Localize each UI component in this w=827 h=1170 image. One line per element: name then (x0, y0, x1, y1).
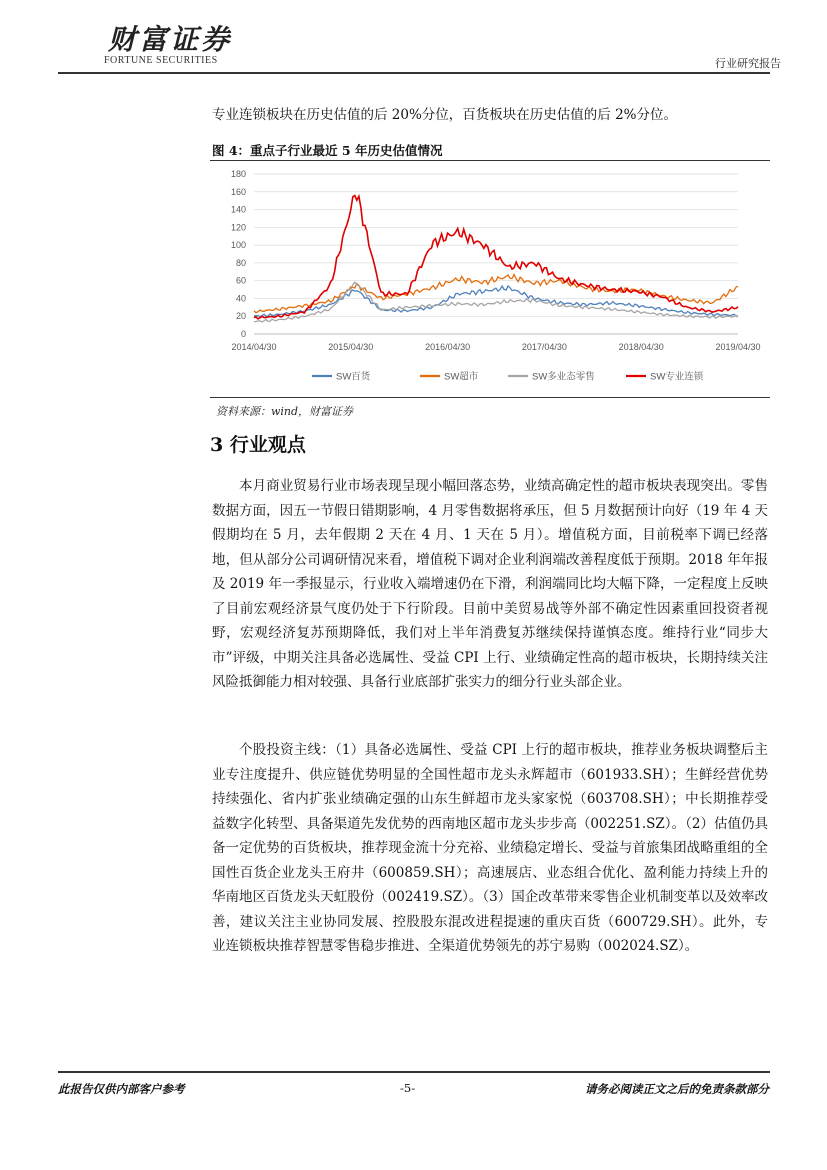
y-tick-label: 80 (235, 257, 246, 268)
intro-paragraph: 专业连锁板块在历史估值的后 20%分位，百货板块在历史估值的后 2%分位。 (212, 107, 678, 123)
y-tick-label: 180 (230, 169, 246, 179)
figure-source: 资料来源：wind，财富证券 (216, 405, 354, 418)
y-axis-ticks (231, 169, 246, 339)
legend-label: SW超市 (444, 371, 479, 383)
valuation-line-chart (212, 160, 768, 396)
legend-label: SW专业连锁 (650, 371, 704, 383)
figure-bottom-rule (210, 397, 770, 398)
paragraph-stock-picks: 个股投资主线：（1）具备必选属性、受益 CPI 上行的超市板块，推荐业务板块调整后主业专注度提升、供应链优势明显的全国性超市龙头永辉超市（601933.SH）；生鲜经营优势持续强化、省内扩张业绩确定强的山东生鲜超市龙头家家悦（603708.SH）；中长期推荐受益数字化转型、具备渠道先发优势的西南地区超市龙头步步高（002251.SZ）。（2）估值仍具备一定优势的百货板块，推荐现金流十分充裕、业绩稳定增长、受益与首旅集团战略重组的全国性百货企业龙头王府井（600859.SH）；高速展店、业态组合优化、盈利能力持续上升的华南地区百货龙头天虹股份（002419.SZ）。（3）国企改革带来零售企业机制变革以及效率改善，建议关注主业协同发展、控股股东混改进程提速的重庆百货（600729.SH）。此外，专业连锁板块推荐智慧零售稳步推进、全渠道优势领先的苏宁易购（002024.SZ）。 (212, 742, 768, 954)
company-logo-en: FORTUNE SECURITIES (104, 55, 218, 66)
y-tick-label: 160 (230, 186, 246, 197)
y-tick-label: 60 (235, 275, 246, 286)
y-tick-label: 0 (240, 329, 246, 339)
x-tick-label: 2017/04/30 (521, 342, 567, 352)
series-line-3 (254, 196, 738, 319)
x-tick-label: 2019/04/30 (715, 342, 761, 352)
x-tick-label: 2015/04/30 (328, 342, 374, 352)
legend-label: SW多业态零售 (532, 371, 595, 383)
footer-divider (58, 1071, 770, 1073)
y-tick-label: 140 (230, 204, 246, 215)
x-tick-label: 2016/04/30 (425, 342, 471, 352)
y-tick-label: 120 (230, 222, 246, 233)
x-axis-ticks (231, 342, 760, 352)
x-tick-label: 2018/04/30 (618, 342, 664, 352)
y-tick-label: 40 (235, 293, 246, 304)
y-tick-label: 100 (230, 240, 246, 251)
figure-title: 图 4：重点子行业最近 5 年历史估值情况 (212, 143, 443, 158)
y-tick-label: 20 (235, 311, 246, 322)
chart-legend (312, 371, 704, 383)
chart-series-lines (254, 196, 738, 323)
report-type-label: 行业研究报告 (715, 57, 781, 70)
page-number: -5- (400, 1081, 416, 1095)
section-heading: 3 行业观点 (210, 434, 306, 456)
footer-disclaimer-left: 此报告仅供内部客户参考 (58, 1082, 185, 1096)
footer-disclaimer-right: 请务必阅读正文之后的免责条款部分 (585, 1082, 769, 1096)
company-logo-cn: 财富证券 (108, 23, 233, 56)
header-divider (58, 72, 770, 74)
legend-label: SW百货 (336, 371, 371, 383)
x-tick-label: 2014/04/30 (231, 342, 277, 352)
paragraph-industry-view: 本月商业贸易行业市场表现呈现小幅回落态势，业绩高确定性的超市板块表现突出。零售数据方面，因五一节假日错期影响，4 月零售数据将承压，但 5 月数据预计向好（19 年 4 天假期均在 5 月，去年假期 2 天在 4 月、1 天在 5 月）。增值税方面，目前税率下调已经落地，但从部分公司调研情况来看，增值税下调对企业利润端改善程度低于预期。2018 年年报及 2019 年一季报显示，行业收入端增速仍在下滑，利润端同比均大幅下降，一定程度上反映了目前宏观经济景气度仍处于下行阶段。目前中美贸易战等外部不确定性因素重回投资者视野，宏观经济复苏预期降低，我们对上半年消费复苏继续保持谨慎态度。维持行业“同步大市”评级，中期关注具备必选属性、受益 CPI 上行、业绩确定性高的超市板块，长期持续关注风险抵御能力相对较强、具备行业底部扩张实力的细分行业头部企业。 (212, 478, 768, 690)
